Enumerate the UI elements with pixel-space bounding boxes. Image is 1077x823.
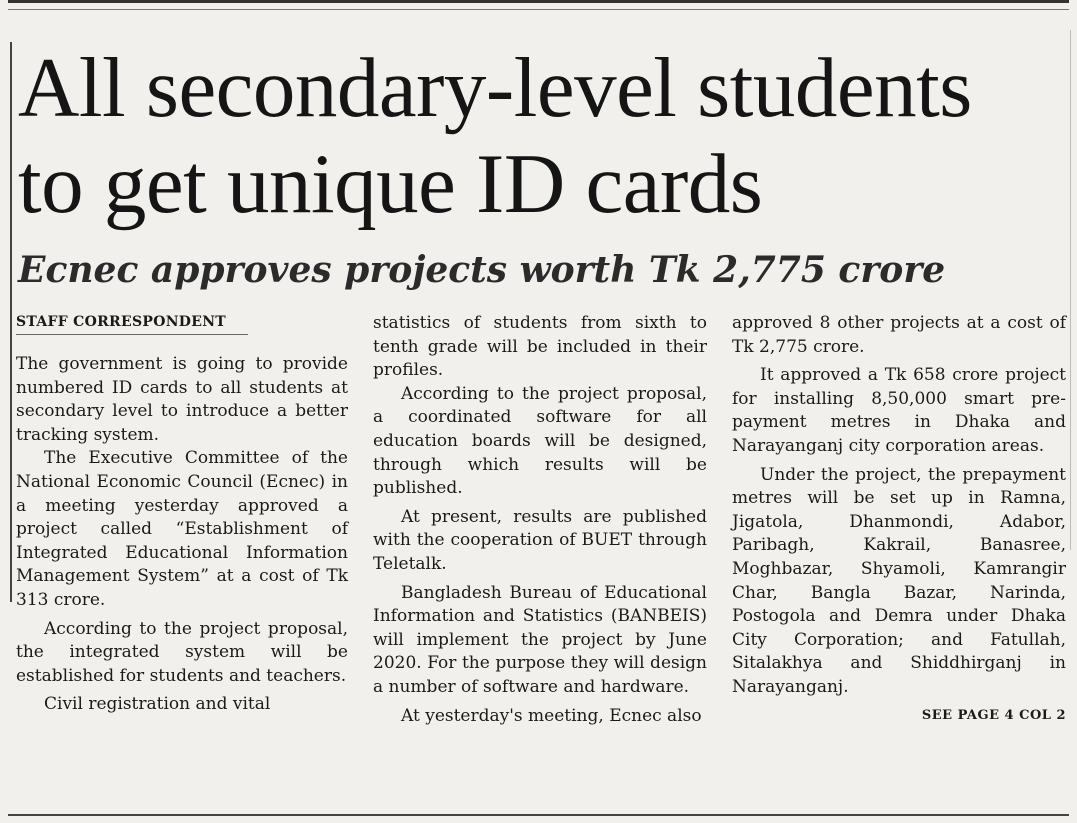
paragraph: Civil registration and vital (44, 694, 271, 715)
left-column-rule (10, 42, 12, 602)
paragraph: The Executive Committee of the National Economic Council (Ecnec) in a meeting yesterday approved a project called “Establishment of Integrated Educational Information Management System” at a cost of Tk 313 crore. (16, 448, 348, 610)
headline (18, 40, 1068, 232)
paragraph: At present, results are published with the cooperation of BUET through Teletalk. (373, 506, 707, 574)
headline-line-1: All secondary-level students (18, 41, 972, 135)
article-column-3 (732, 312, 1066, 727)
continuation-jump-line: SEE PAGE 4 COL 2 (921, 707, 1066, 723)
paragraph: statistics of students from sixth to tenth grade will be included in their profiles. (373, 313, 707, 381)
headline-line-2: to get unique ID cards (18, 137, 763, 231)
byline: STAFF CORRESPONDENT (16, 312, 248, 335)
paragraph: At yesterday's meeting, Ecnec also (401, 705, 702, 726)
article-column-1 (16, 312, 348, 717)
paragraph: It approved a Tk 658 crore project for installing 8,50,000 smart pre-payment metres in Dhaka and Narayanganj city corporation areas. (732, 365, 1066, 456)
paragraph: approved 8 other projects at a cost of Tk 2,775 crore. (732, 313, 1066, 357)
bottom-rule (8, 814, 1069, 816)
subheadline: Ecnec approves projects worth Tk 2,775 crore (18, 249, 946, 291)
right-edge-rule (1070, 30, 1071, 550)
top-rule (8, 0, 1069, 10)
paragraph: The government is going to provide numbered ID cards to all students at secondary level to introduce a better tracking system. (16, 354, 348, 445)
paragraph: Under the project, the prepayment metres will be set up in Ramna, Jigatola, Dhanmondi, Adabor, Paribagh, Kakrail, Banasree, Moghbazar, Shyamoli, Kamrangir Char, Bangla Bazar, Narinda, Postogola and Demra under Dhaka City Corporation; and Fatullah, Sitalakhya and Shiddhirganj in Narayanganj. (732, 464, 1066, 697)
article-column-2 (373, 312, 707, 728)
paragraph: According to the project proposal, a coordinated software for all education boards will be designed, through which results will be published. (373, 383, 707, 499)
paragraph: According to the project proposal, the integrated system will be established for students and teachers. (16, 618, 348, 686)
paragraph: Bangladesh Bureau of Educational Information and Statistics (BANBEIS) will implement the project by June 2020. For the purpose they will design a number of software and hardware. (373, 582, 707, 697)
